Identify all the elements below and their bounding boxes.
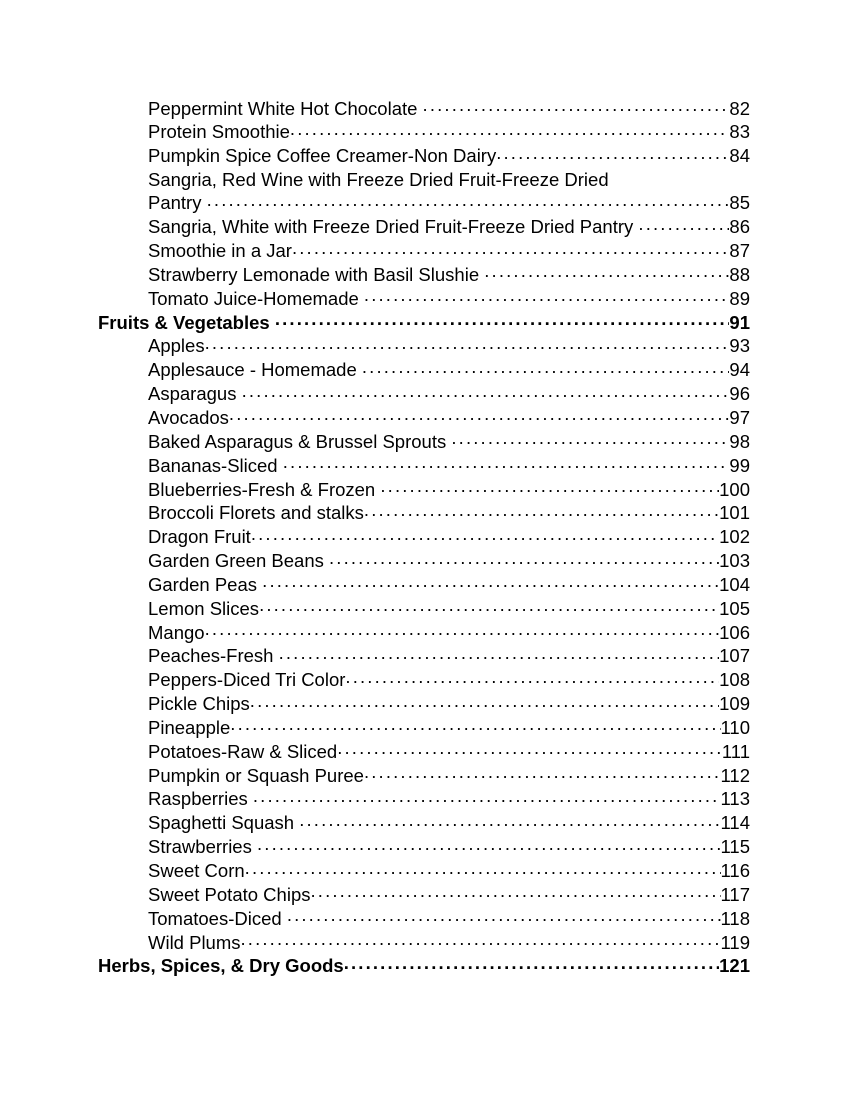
toc-page-number: 104	[719, 573, 750, 595]
toc-entry-title: Avocados	[148, 406, 229, 428]
toc-entry[interactable]	[98, 596, 750, 620]
toc-entry-title: Peaches-Fresh	[148, 645, 279, 667]
toc-entry-title: Peppers-Diced Tri Color	[148, 669, 346, 691]
toc-page-number: 91	[729, 311, 750, 333]
toc-entry[interactable]	[98, 859, 750, 883]
toc-page-number: 116	[720, 860, 750, 881]
toc-entry-title: Smoothie in a Jar	[148, 240, 292, 262]
toc-dot-leader	[275, 310, 730, 329]
toc-entry[interactable]	[98, 382, 750, 406]
toc-dot-leader	[290, 120, 730, 139]
toc-entry-title: Wild Plums	[148, 931, 241, 953]
toc-entry[interactable]	[98, 191, 750, 215]
toc-dot-leader	[229, 405, 730, 424]
toc-entry-title: Apples	[148, 335, 205, 357]
toc-entry[interactable]	[98, 620, 750, 644]
toc-entry-title: Sangria, White with Freeze Dried Fruit-Freeze Dried Pantry	[148, 216, 639, 238]
toc-entry[interactable]	[98, 763, 750, 787]
toc-dot-leader	[283, 453, 730, 472]
toc-entry-title: Dragon Fruit	[148, 526, 251, 548]
toc-dot-leader	[299, 811, 720, 830]
toc-entry[interactable]	[98, 501, 750, 525]
toc-entry-title: Applesauce - Homemade	[148, 359, 362, 381]
toc-dot-leader	[287, 906, 721, 925]
toc-entry-title: Asparagus	[148, 383, 242, 405]
toc-page-number: 88	[729, 263, 750, 285]
toc-page-number: 89	[729, 287, 750, 309]
toc-entry[interactable]	[98, 262, 750, 286]
toc-page-number: 82	[729, 97, 750, 119]
toc-entry[interactable]	[98, 525, 750, 549]
toc-dot-leader	[279, 644, 720, 663]
toc-page-number: 86	[729, 216, 750, 238]
toc-page-number: 112	[720, 764, 750, 786]
toc-dot-leader	[253, 787, 721, 806]
toc-page-number: 97	[729, 406, 750, 428]
toc-page-number: 103	[719, 550, 750, 572]
toc-page-number: 121	[719, 955, 750, 977]
toc-page-number: 109	[719, 693, 750, 715]
toc-entry[interactable]	[98, 168, 750, 191]
toc-dot-leader	[250, 692, 719, 711]
toc-entry-title: Pumpkin Spice Coffee Creamer-Non Dairy	[148, 145, 497, 167]
toc-entry-title: Pantry	[148, 192, 207, 214]
toc-entry-title: Protein Smoothie	[148, 121, 290, 143]
toc-page-number: 101	[719, 502, 750, 524]
toc-dot-leader	[251, 525, 719, 544]
toc-entry[interactable]	[98, 477, 750, 501]
toc-page-number: 108	[719, 669, 750, 691]
toc-page-number: 111	[721, 740, 750, 762]
toc-dot-leader	[423, 96, 730, 115]
toc-dot-leader	[364, 763, 721, 782]
toc-page-number: 99	[729, 454, 750, 476]
toc-entry[interactable]	[98, 549, 750, 573]
toc-entry-title: Raspberries	[148, 788, 253, 810]
toc-entry-title: Blueberries-Fresh & Frozen	[148, 478, 381, 500]
toc-dot-leader	[345, 668, 719, 687]
toc-entry[interactable]	[98, 453, 750, 477]
toc-entry[interactable]	[98, 286, 750, 310]
toc-entry[interactable]	[98, 572, 750, 596]
toc-dot-leader	[205, 620, 720, 639]
toc-page-number: 102	[719, 526, 750, 548]
toc-dot-leader	[310, 882, 720, 901]
toc-entry-title: Baked Asparagus & Brussel Sprouts	[148, 430, 452, 452]
toc-dot-leader	[242, 382, 730, 401]
toc-dot-leader	[245, 859, 721, 878]
toc-page-number: 83	[729, 121, 750, 143]
toc-entry[interactable]	[98, 215, 750, 239]
toc-page-number: 100	[719, 478, 750, 500]
toc-dot-leader	[451, 429, 729, 448]
toc-dot-leader	[230, 715, 720, 734]
toc-page-number: 118	[720, 907, 750, 929]
toc-page-number: 117	[720, 883, 750, 905]
toc-entry-title: Broccoli Florets and stalks	[148, 502, 364, 524]
toc-entry-title: Lemon Slices	[148, 597, 260, 619]
toc-entry-title: Garden Green Beans	[148, 550, 329, 572]
toc-entry-title: Sangria, Red Wine with Freeze Dried Fruit-Freeze Dried	[148, 168, 609, 190]
toc-page-number: 114	[720, 812, 750, 834]
toc-entry-title: Tomatoes-Diced	[148, 907, 287, 929]
toc-section-heading[interactable]	[98, 310, 750, 334]
toc-entry[interactable]	[98, 835, 750, 859]
toc-entry[interactable]	[98, 644, 750, 668]
toc-entry-title: Pickle Chips	[148, 693, 250, 715]
toc-dot-leader	[329, 549, 719, 568]
toc-page-number: 107	[719, 645, 750, 667]
toc-entry[interactable]	[98, 930, 750, 954]
toc-page-number: 84	[729, 145, 750, 167]
toc-page-number: 85	[729, 192, 750, 214]
toc-dot-leader	[262, 572, 719, 591]
toc-entry[interactable]	[98, 239, 750, 263]
toc-entry[interactable]	[98, 787, 750, 811]
toc-section-heading[interactable]	[98, 954, 750, 978]
toc-page-number: 105	[719, 597, 750, 619]
toc-entry[interactable]	[98, 668, 750, 692]
toc-entry-title: Pumpkin or Squash Puree	[148, 764, 364, 786]
toc-entry-title: Fruits & Vegetables	[98, 311, 275, 333]
toc-dot-leader	[337, 739, 722, 758]
toc-page-number: 96	[729, 383, 750, 405]
toc-entry[interactable]	[98, 882, 750, 906]
toc-page-number: 106	[719, 621, 750, 643]
toc-dot-leader	[380, 477, 719, 496]
toc-page-number: 98	[729, 430, 750, 452]
toc-entry-title: Strawberry Lemonade with Basil Slushie	[148, 263, 485, 285]
toc-entry[interactable]	[98, 715, 750, 739]
toc-entry-title: Strawberries	[148, 836, 257, 858]
toc-dot-leader	[241, 930, 721, 949]
toc-entry-title: Bananas-Sliced	[148, 454, 283, 476]
toc-dot-leader	[205, 334, 730, 353]
toc-dot-leader	[484, 262, 729, 281]
toc-entry-title: Spaghetti Squash	[148, 812, 300, 834]
toc-dot-leader	[259, 596, 719, 615]
toc-entry-title: Sweet Potato Chips	[148, 883, 311, 905]
toc-entry[interactable]	[98, 358, 750, 382]
toc-dot-leader	[207, 191, 730, 210]
toc-dot-leader	[362, 358, 730, 377]
toc-entry-title: Mango	[148, 621, 205, 643]
toc-dot-leader	[638, 215, 729, 234]
toc-entry[interactable]	[98, 739, 750, 763]
toc-page-number: 115	[720, 836, 750, 858]
toc-entry[interactable]	[98, 96, 750, 120]
toc-page-number: 113	[720, 788, 750, 810]
toc-dot-leader	[292, 239, 729, 258]
toc-entry[interactable]	[98, 120, 750, 144]
toc-page-number: 87	[729, 240, 750, 262]
toc-entry[interactable]	[98, 144, 750, 168]
toc-page-number: 94	[729, 359, 750, 381]
toc-entry-title: Tomato Juice-Homemade	[148, 287, 364, 309]
toc-entry-title: Pineapple	[148, 716, 231, 738]
toc-entry-title: Potatoes-Raw & Sliced	[148, 740, 338, 762]
toc-entry[interactable]	[98, 334, 750, 358]
toc-entry-title: Garden Peas	[148, 573, 263, 595]
toc-entry[interactable]	[98, 405, 750, 429]
toc-page-number: 93	[729, 335, 750, 357]
toc-entry[interactable]	[98, 906, 750, 930]
toc-dot-leader	[364, 501, 719, 520]
toc-entry[interactable]	[98, 692, 750, 716]
toc-page-number: 110	[720, 716, 750, 738]
toc-page-number: 119	[720, 931, 750, 953]
toc-dot-leader	[344, 954, 719, 973]
toc-entry[interactable]	[98, 811, 750, 835]
toc-entry[interactable]	[98, 429, 750, 453]
toc-dot-leader	[364, 286, 730, 305]
toc-entry-title: Sweet Corn	[148, 860, 245, 881]
toc-dot-leader	[257, 835, 721, 854]
toc-dot-leader	[496, 144, 729, 163]
toc-entry-title: Peppermint White Hot Chocolate	[148, 97, 423, 119]
toc-entry-title: Herbs, Spices, & Dry Goods	[98, 955, 344, 977]
table-of-contents	[98, 96, 750, 978]
